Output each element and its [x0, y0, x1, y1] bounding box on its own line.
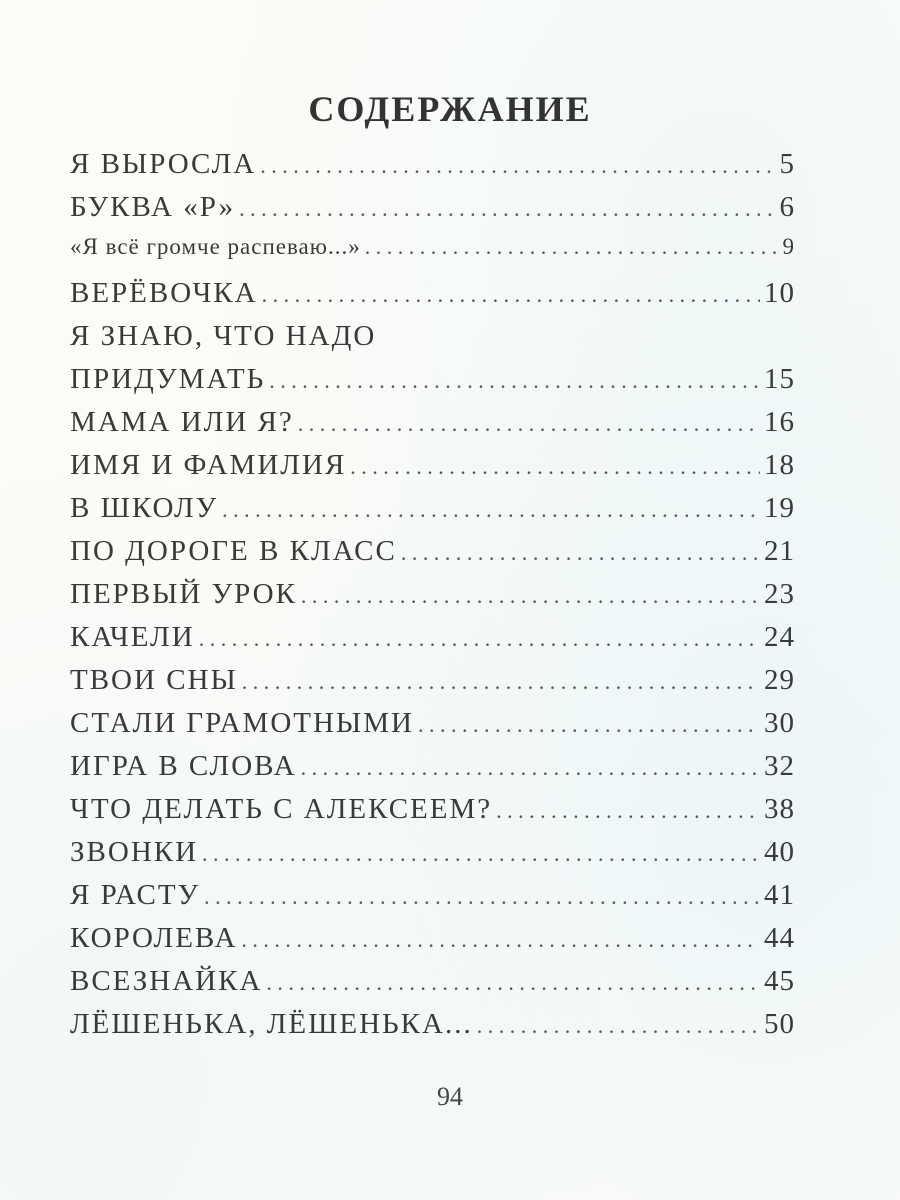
toc-entry — [70, 621, 795, 664]
toc-entry-page: 23 — [764, 578, 795, 610]
page-number: 94 — [437, 1082, 463, 1111]
toc-entry — [70, 535, 795, 578]
toc-entry — [70, 965, 795, 1008]
toc-entry-page: 40 — [764, 836, 795, 868]
toc-entry-title: ТВОИ СНЫ — [70, 664, 238, 696]
toc-entry-page: 38 — [764, 793, 795, 825]
toc-entry-page: 24 — [764, 621, 795, 653]
dot-leader — [350, 454, 760, 480]
toc-entry-title: СТАЛИ ГРАМОТНЫМИ — [70, 707, 414, 739]
toc-entry-page: 15 — [764, 363, 795, 395]
toc-entry-page: 10 — [764, 277, 795, 309]
dot-leader — [418, 712, 760, 738]
toc-entry-page: 18 — [764, 449, 795, 481]
dot-leader — [477, 1013, 760, 1039]
toc-entry-title: ИГРА В СЛОВА — [70, 750, 297, 782]
toc-entry-page: 21 — [764, 535, 795, 567]
toc-entry-page: 50 — [764, 1008, 795, 1040]
toc-entry-title: ВЕРЁВОЧКА — [70, 277, 258, 309]
toc-entry — [70, 922, 795, 965]
toc-entry-page: 5 — [779, 148, 795, 180]
dot-leader — [242, 669, 760, 695]
toc-entry-title: Я ВЫРОСЛА — [70, 148, 257, 180]
toc-entry-page: 16 — [764, 406, 795, 438]
toc-entry-page: 6 — [779, 191, 795, 223]
toc-entry-page: 30 — [764, 707, 795, 739]
dot-leader — [365, 234, 779, 260]
toc-entry — [70, 363, 795, 406]
toc-entry-page: 45 — [764, 965, 795, 997]
toc-entry-title: «Я всё громче распеваю...» — [70, 234, 361, 259]
toc-entry-page: 32 — [764, 750, 795, 782]
toc-entry — [70, 234, 795, 277]
toc-entry — [70, 1008, 795, 1051]
dot-leader — [260, 153, 775, 179]
toc-entry-title: ЧТО ДЕЛАТЬ С АЛЕКСЕЕМ? — [70, 793, 493, 825]
toc-entry-title: ЗВОНКИ — [70, 836, 199, 868]
toc-entry-title: ВСЕЗНАЙКА — [70, 965, 263, 997]
toc-entry — [70, 320, 795, 363]
dot-leader — [222, 497, 760, 523]
toc-entry — [70, 664, 795, 707]
dot-leader — [298, 411, 760, 437]
toc-entry — [70, 750, 795, 793]
toc-entry — [70, 879, 795, 922]
page-title: СОДЕРЖАНИЕ — [308, 89, 592, 129]
toc-entry-title: ПРИДУМАТЬ — [70, 363, 266, 395]
toc-entry — [70, 707, 795, 750]
toc-entry-page: 44 — [764, 922, 795, 954]
toc-entry-title: ЛЁШЕНЬКА, ЛЁШЕНЬКА... — [70, 1008, 473, 1040]
toc-entry-page: 9 — [782, 234, 795, 259]
toc-entry — [70, 492, 795, 535]
table-of-contents — [70, 148, 795, 1051]
toc-entry-title: Я РАСТУ — [70, 879, 201, 911]
toc-entry — [70, 836, 795, 879]
dot-leader — [239, 196, 775, 222]
toc-entry — [70, 449, 795, 492]
toc-entry — [70, 578, 795, 621]
toc-entry-page: 29 — [764, 664, 795, 696]
dot-leader — [262, 282, 760, 308]
dot-leader — [301, 583, 760, 609]
dot-leader — [401, 540, 760, 566]
dot-leader — [269, 368, 760, 394]
toc-entry — [70, 793, 795, 836]
dot-leader — [301, 755, 760, 781]
toc-entry-title: КОРОЛЕВА — [70, 922, 238, 954]
toc-entry-title: КАЧЕЛИ — [70, 621, 195, 653]
dot-leader — [266, 970, 760, 996]
toc-entry-title: МАМА ИЛИ Я? — [70, 406, 294, 438]
toc-entry-title: ПЕРВЫЙ УРОК — [70, 578, 297, 610]
dot-leader — [204, 884, 760, 910]
toc-entry-title: В ШКОЛУ — [70, 492, 219, 524]
dot-leader — [241, 927, 760, 953]
toc-entry-page: 19 — [764, 492, 795, 524]
toc-entry-title: Я ЗНАЮ, ЧТО НАДО — [70, 320, 377, 352]
toc-entry-title: ИМЯ И ФАМИЛИЯ — [70, 449, 347, 481]
toc-entry — [70, 191, 795, 234]
toc-entry — [70, 148, 795, 191]
toc-entry-title: БУКВА «Р» — [70, 191, 236, 223]
toc-entry-title: ПО ДОРОГЕ В КЛАСС — [70, 535, 397, 567]
dot-leader — [199, 626, 760, 652]
dot-leader — [496, 798, 760, 824]
dot-leader — [202, 841, 760, 867]
toc-entry — [70, 406, 795, 449]
toc-entry-page: 41 — [764, 879, 795, 911]
toc-entry — [70, 277, 795, 320]
